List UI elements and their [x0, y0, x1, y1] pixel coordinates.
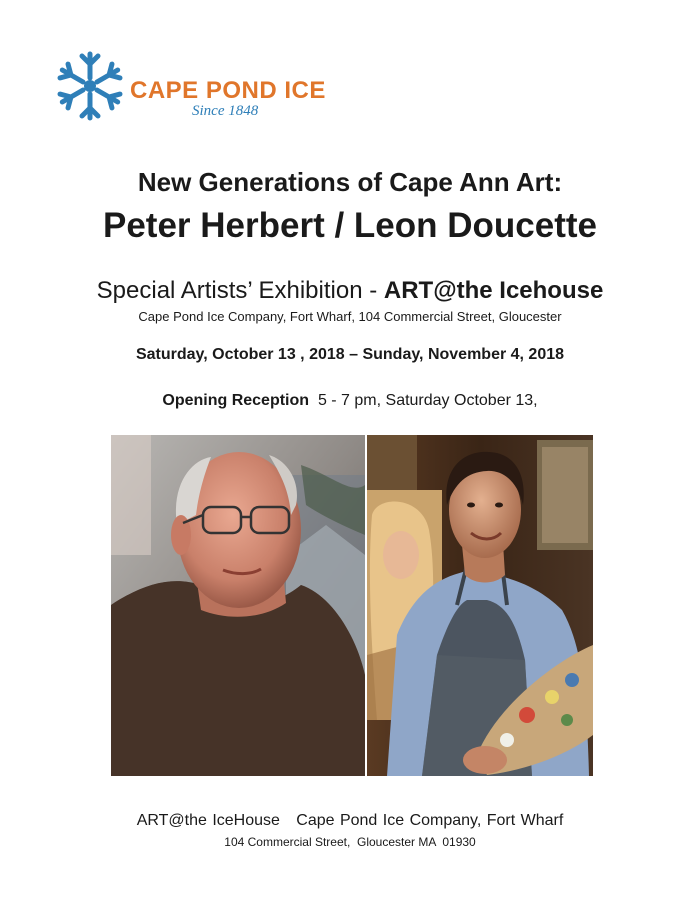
brand-name-text: CAPE POND ICE — [130, 77, 326, 104]
brand-name — [130, 77, 326, 105]
artist-photos — [111, 435, 593, 776]
exhibition-subtitle: New Generations of Cape Ann Art: — [137, 167, 563, 197]
reception-label: Opening Reception — [162, 392, 310, 409]
exhibition-label: Special Artists’ Exhibition - — [96, 277, 384, 304]
footer-address: 104 Commercial Street, Gloucester MA 01930 — [224, 835, 476, 849]
exhibition-venue: ART@the Icehouse — [383, 277, 604, 304]
exhibition-dates: Saturday, October 13 , 2018 – Sunday, November 4, 2018 — [135, 346, 565, 363]
snowflake-icon — [50, 45, 130, 127]
footer-company: Cape Pond Ice Company, Fort Wharf — [296, 812, 564, 829]
reception-details: 5 - 7 pm, Saturday October 13, — [317, 392, 538, 409]
exhibition-address: Cape Pond Ice Company, Fort Wharf, 104 Commercial Street, Gloucester — [138, 309, 562, 324]
cape-pond-ice-logo — [50, 45, 326, 127]
footer-venue: ART@the IceHouse — [136, 812, 280, 829]
opening-reception — [0, 392, 700, 410]
exhibition-line — [0, 277, 700, 305]
photo-peter-herbert — [111, 435, 365, 776]
footer-venue-line — [0, 812, 700, 830]
photo-leon-doucette — [367, 435, 593, 776]
exhibition-title: Peter Herbert / Leon Doucette — [103, 206, 597, 245]
brand-since: Since 1848 — [192, 103, 259, 119]
